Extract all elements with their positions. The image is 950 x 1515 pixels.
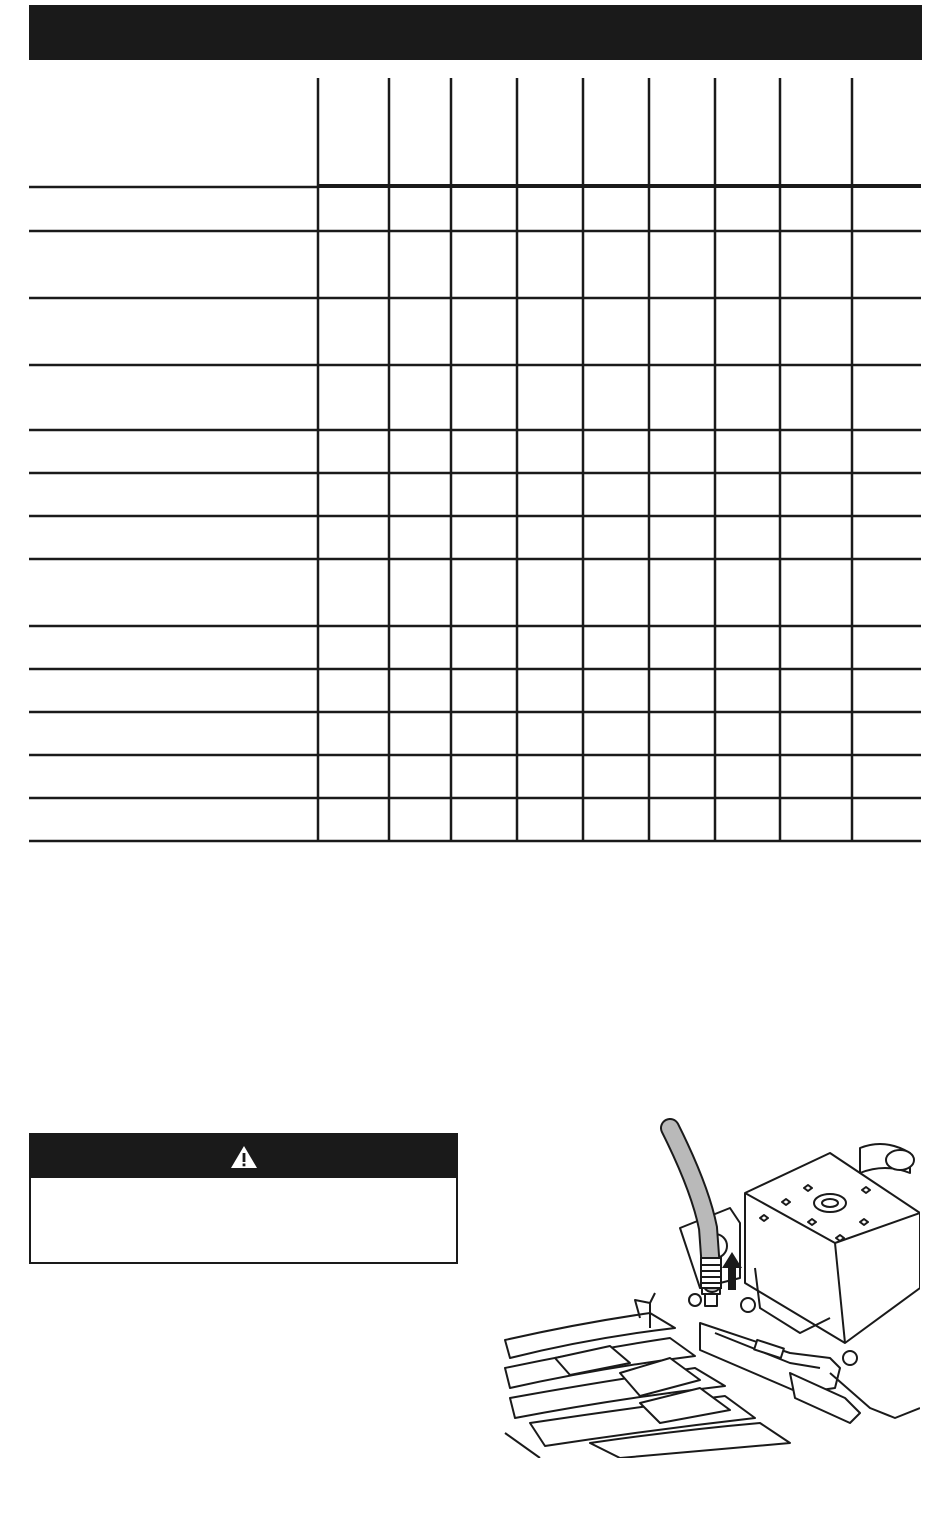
warning-header bbox=[31, 1135, 456, 1178]
warning-triangle-icon bbox=[229, 1144, 259, 1170]
warning-message bbox=[31, 1178, 456, 1198]
engine-oil-drain-hose-illustration bbox=[500, 1118, 920, 1458]
warning-box bbox=[29, 1133, 458, 1264]
